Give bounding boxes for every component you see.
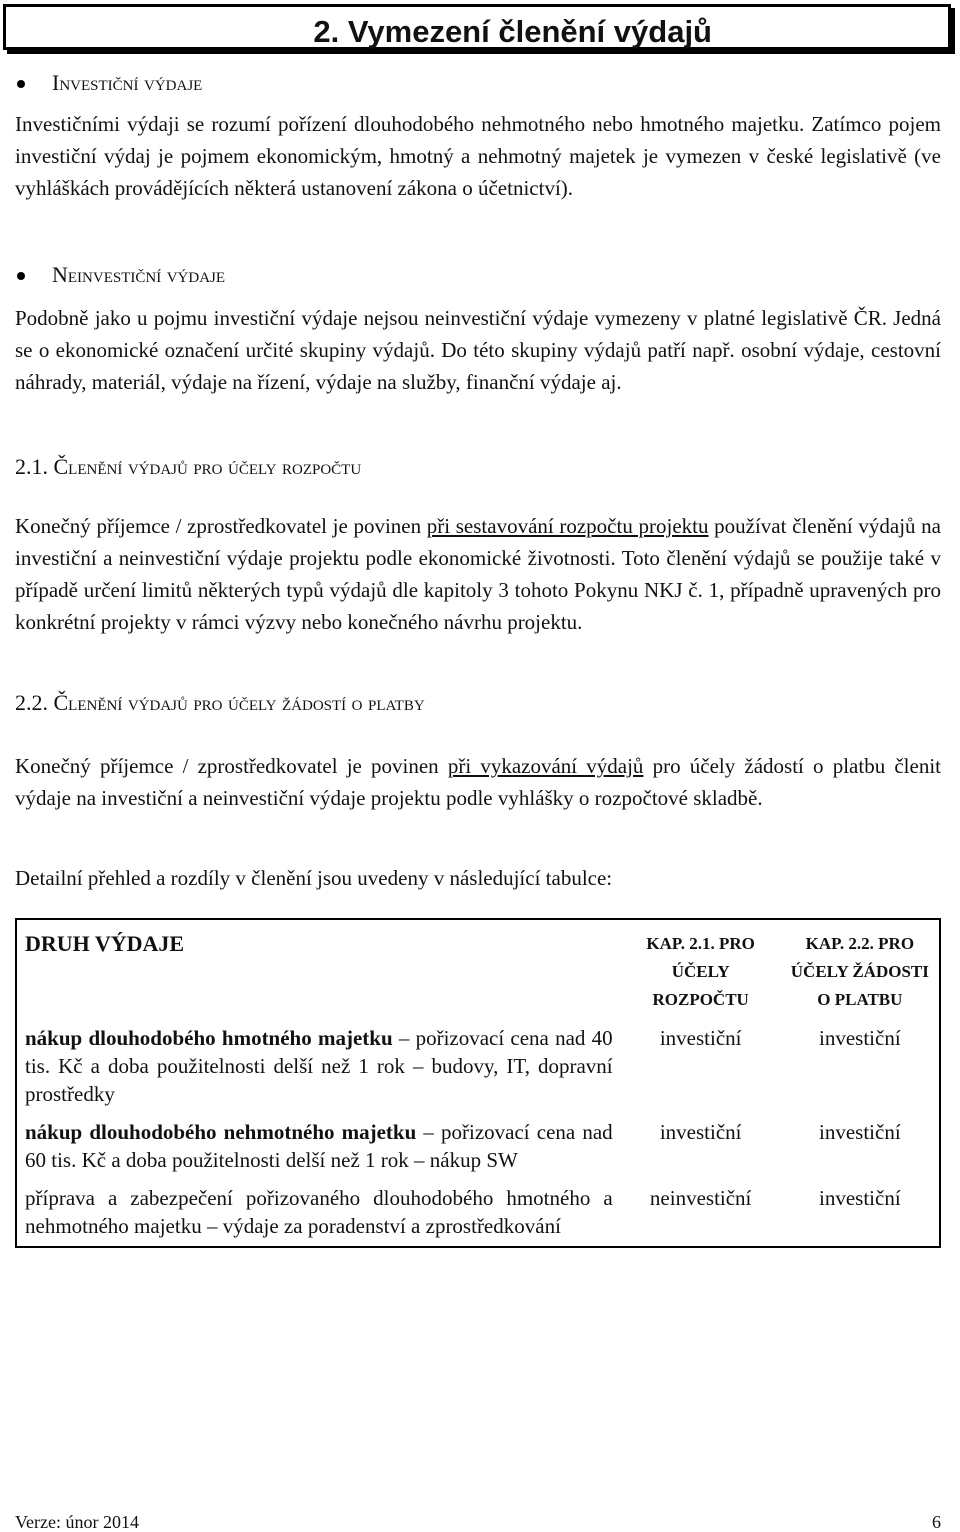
row-kap-2-2: investiční [819, 1186, 901, 1210]
paragraph-2-1-rest: používat členění výdajů na investiční a neinvestiční výdaje projektu podle ekonomické životnosti. Toto členění výdajů se použije také v případě určení limitů některých typů výdajů dle kapitoly 3 tohoto Pokynu NKJ č. 1, případně upravených pro konkrétní projekty v rámci výzvy nebo konečného návrhu projektu. [15, 514, 942, 634]
paragraph-2-2-start: Konečný příjemce / zprostředkovatel je povinen [15, 754, 448, 778]
paragraph-2-2-rest: pro účely žádostí o platbu členit výdaje na investiční a neinvestiční výdaje projektu podle vyhlášky o rozpočtové skladbě. [15, 754, 941, 810]
bullet-label-neinvesticni: Neinvestiční výdaje [52, 262, 226, 287]
row-description-bold: nákup dlouhodobého nehmotného majetku [25, 1120, 417, 1144]
chapter-title: 2. Vymezení členění výdajů [313, 14, 712, 49]
paragraph-2-2 [15, 750, 941, 814]
paragraph-2-1-start: Konečný příjemce / zprostředkovatel je povinen [15, 514, 427, 538]
section-heading-2-2 [15, 688, 425, 718]
table-intro: Detailní přehled a rozdíly v členění jsou uvedeny v následující tabulce: [15, 866, 613, 890]
paragraph-investicni: Investičními výdaji se rozumí pořízení dlouhodobého nehmotného nebo hmotného majetku. Zatímco pojem investiční výdaj je pojmem ekonomickým, hmotný a nehmotný majetek je vymezen v české legislativě (ve vyhláškách provádějících některá ustanovení zákona o účetnictví). [15, 112, 941, 200]
table-header-row [16, 919, 940, 1014]
row-kap-2-2: investiční [819, 1026, 901, 1050]
header-kap-2-2: KAP. 2.2. PRO ÚČELY ŽÁDOSTI O PLATBU [790, 934, 929, 1009]
section-number-2-1: 2.1. [15, 454, 48, 479]
chapter-header-box [3, 4, 951, 50]
expense-table [15, 918, 941, 1248]
row-description [16, 1014, 621, 1108]
section-number-2-2: 2.2. [15, 690, 48, 715]
table-row [16, 1108, 940, 1174]
header-kap-2-1: KAP. 2.1. PRO ÚČELY ROZPOČTU [646, 934, 755, 1009]
bullet-label-investicni: Investiční výdaje [52, 70, 203, 95]
bullet-dot-icon [17, 272, 25, 280]
paragraph-2-1-underline: při sestavování rozpočtu projektu [426, 514, 709, 538]
paragraph-2-2-underline: při vykazování výdajů [447, 754, 644, 778]
row-description-text: příprava a zabezpečení pořizovaného dlouhodobého hmotného a nehmotného majetku – výdaje za poradenství a zprostředkování [25, 1186, 613, 1238]
footer-version: Verze: únor 2014 [15, 1512, 139, 1532]
bullet-dot-icon [17, 80, 25, 88]
paragraph-neinvesticni: Podobně jako u pojmu investiční výdaje nejsou neinvestiční výdaje vymezeny v platné legislativě ČR. Jedná se o ekonomické označení určité skupiny výdajů. Do této skupiny výdajů patří např. osobní výdaje, cestovní náhrady, materiál, výdaje na řízení, výdaje na služby, finanční výdaje aj. [15, 306, 941, 394]
row-kap-2-1: investiční [659, 1026, 742, 1050]
row-description-text: – pořizovací cena nad 40 tis. Kč a doba použitelnosti delší než 1 rok – budovy, IT, dopravní prostředky [25, 1026, 613, 1106]
row-description-bold: nákup dlouhodobého hmotného majetku [25, 1026, 393, 1050]
row-kap-2-1: neinvestiční [649, 1186, 752, 1210]
footer-page-number: 6 [932, 1512, 941, 1532]
section-title-2-1: Členění výdajů pro účely rozpočtu [53, 454, 362, 479]
paragraph-2-1 [15, 510, 941, 638]
row-kap-2-2: investiční [819, 1120, 901, 1144]
table-row [16, 1174, 940, 1247]
table-row [16, 1014, 940, 1108]
row-kap-2-1: investiční [659, 1120, 742, 1144]
header-druh: DRUH VÝDAJE [25, 931, 185, 956]
section-title-2-2: Členění výdajů pro účely žádostí o platby [53, 690, 425, 715]
row-description [16, 1108, 621, 1174]
row-description [16, 1174, 621, 1247]
section-heading-2-1 [15, 452, 361, 482]
row-description-text: – pořizovací cena nad 60 tis. Kč a doba použitelnosti delší než 1 rok – nákup SW [25, 1120, 613, 1172]
